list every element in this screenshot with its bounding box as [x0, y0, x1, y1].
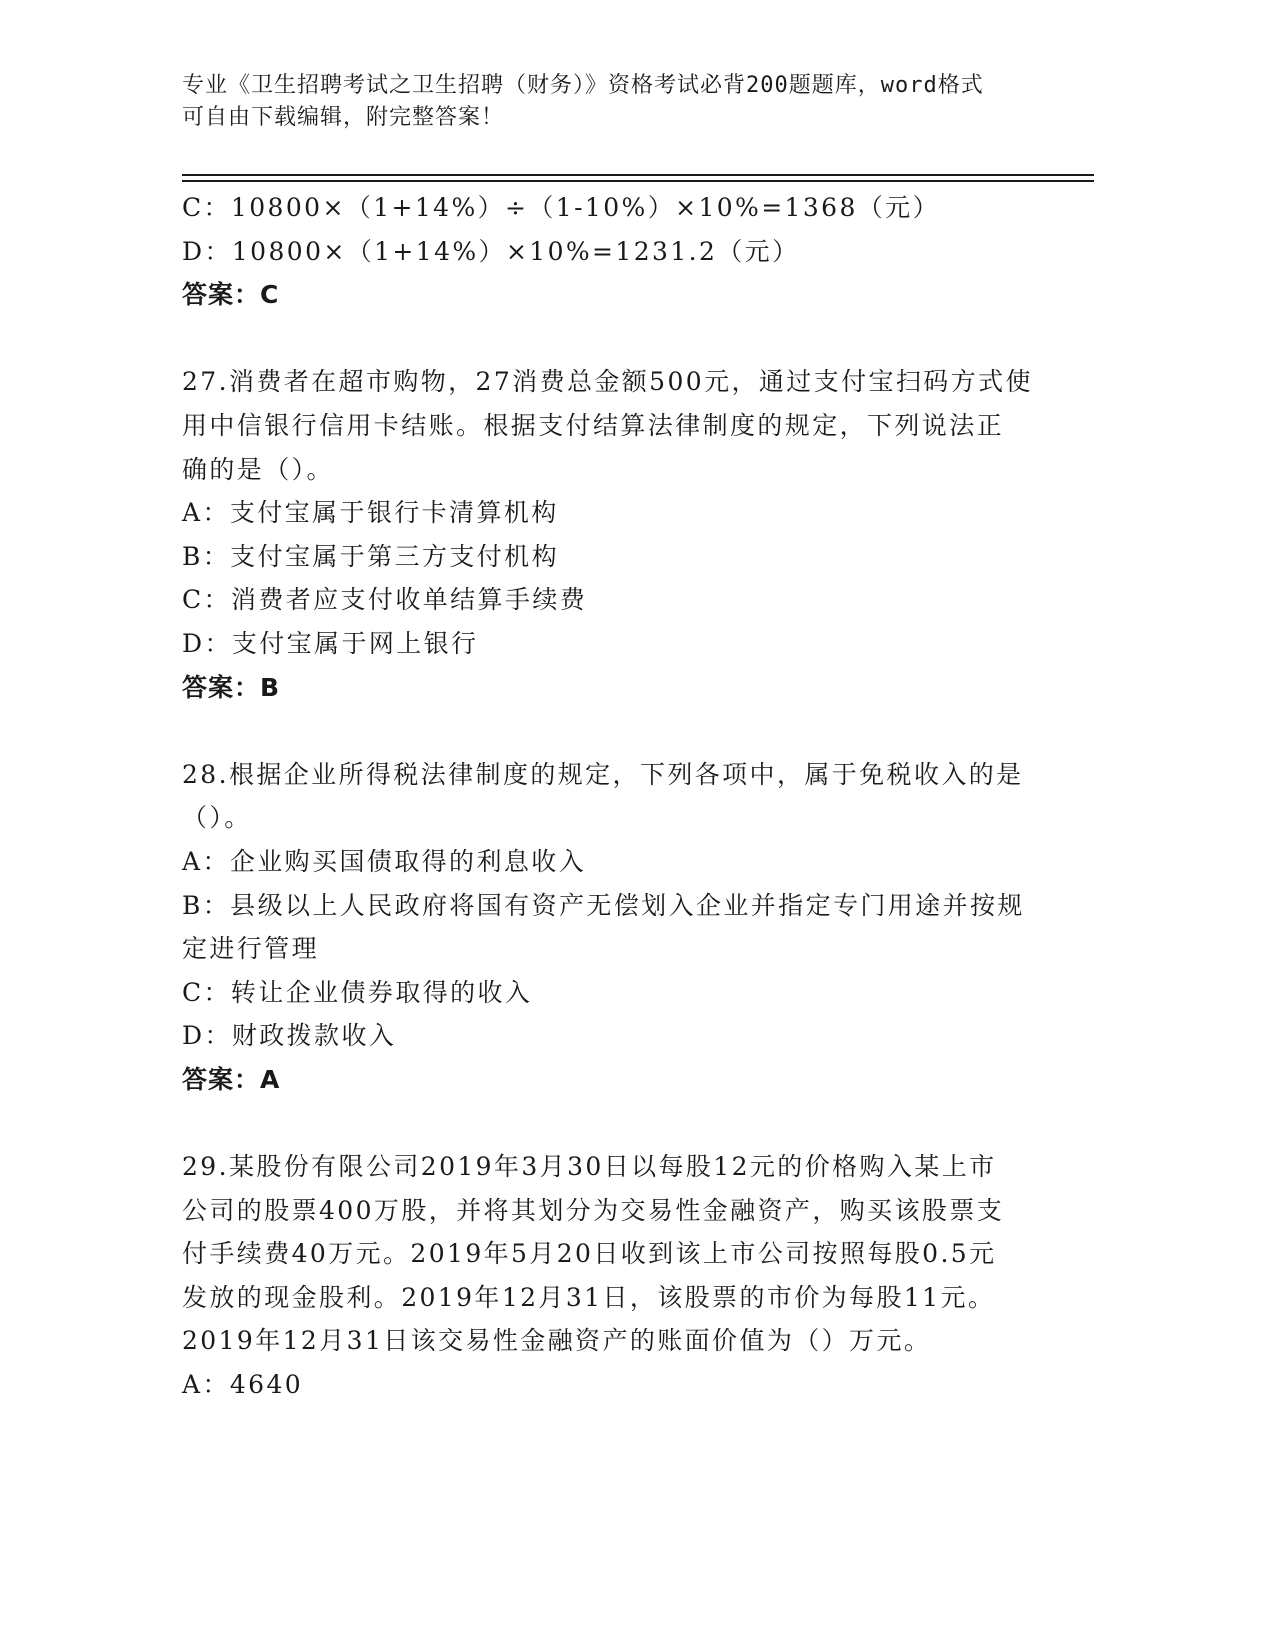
question-stem: 发放的现金股利。2019年12月31日，该股票的市价为每股11元。 [182, 1282, 996, 1312]
question-stem: 28.根据企业所得税法律制度的规定，下列各项中，属于免税收入的是 [182, 759, 1024, 789]
question-stem: 27.消费者在超市购物，27消费总金额500元，通过支付宝扫码方式使 [182, 367, 1033, 397]
spacer [182, 1101, 1082, 1145]
header-rule-top [182, 174, 1094, 176]
header-line-2: 可自由下载编辑，附完整答案！ [182, 105, 505, 130]
question-26-tail [182, 186, 1082, 317]
answer: 答案：C [182, 280, 280, 310]
page-header [182, 70, 1042, 134]
question-stem: 公司的股票400万股，并将其划分为交易性金融资产，购买该股票支 [182, 1195, 1005, 1225]
option-d: D：10800×（1+14%）×10%=1231.2（元） [182, 236, 800, 266]
spacer [182, 317, 1082, 361]
question-stem: 付手续费40万元。2019年5月20日收到该上市公司按照每股0.5元 [182, 1239, 997, 1269]
option-b-continued: 定进行管理 [182, 934, 320, 964]
option-c: C：转让企业债券取得的收入 [182, 977, 533, 1007]
option-a: A：支付宝属于银行卡清算机构 [182, 498, 559, 528]
answer: 答案：A [182, 1064, 281, 1094]
header-rule-bottom [182, 180, 1094, 182]
header-line-1: 专业《卫生招聘考试之卫生招聘（财务）》资格考试必背200题题库，word格式 [182, 73, 984, 98]
answer: 答案：B [182, 672, 281, 702]
question-stem: （）。 [182, 803, 252, 833]
question-stem: 29.某股份有限公司2019年3月30日以每股12元的价格购入某上市 [182, 1152, 997, 1182]
option-a: A：4640 [182, 1370, 304, 1400]
question-27 [182, 360, 1082, 709]
option-b: B：县级以上人民政府将国有资产无偿划入企业并指定专门用途并按规 [182, 890, 1025, 920]
question-28 [182, 753, 1082, 1102]
question-stem: 确的是（）。 [182, 454, 334, 484]
question-stem: 2019年12月31日该交易性金融资产的账面价值为（）万元。 [182, 1326, 932, 1356]
spacer [182, 709, 1082, 753]
option-a: A：企业购买国债取得的利息收入 [182, 846, 587, 876]
option-c: C：消费者应支付收单结算手续费 [182, 585, 588, 615]
option-d: D：支付宝属于网上银行 [182, 628, 479, 658]
option-d: D：财政拨款收入 [182, 1021, 397, 1051]
question-stem: 用中信银行信用卡结账。根据支付结算法律制度的规定，下列说法正 [182, 410, 1005, 440]
question-29 [182, 1145, 1082, 1407]
option-b: B：支付宝属于第三方支付机构 [182, 541, 559, 571]
option-c: C：10800×（1+14%）÷（1-10%）×10%=1368（元） [182, 193, 940, 222]
question-content [182, 186, 1082, 1407]
